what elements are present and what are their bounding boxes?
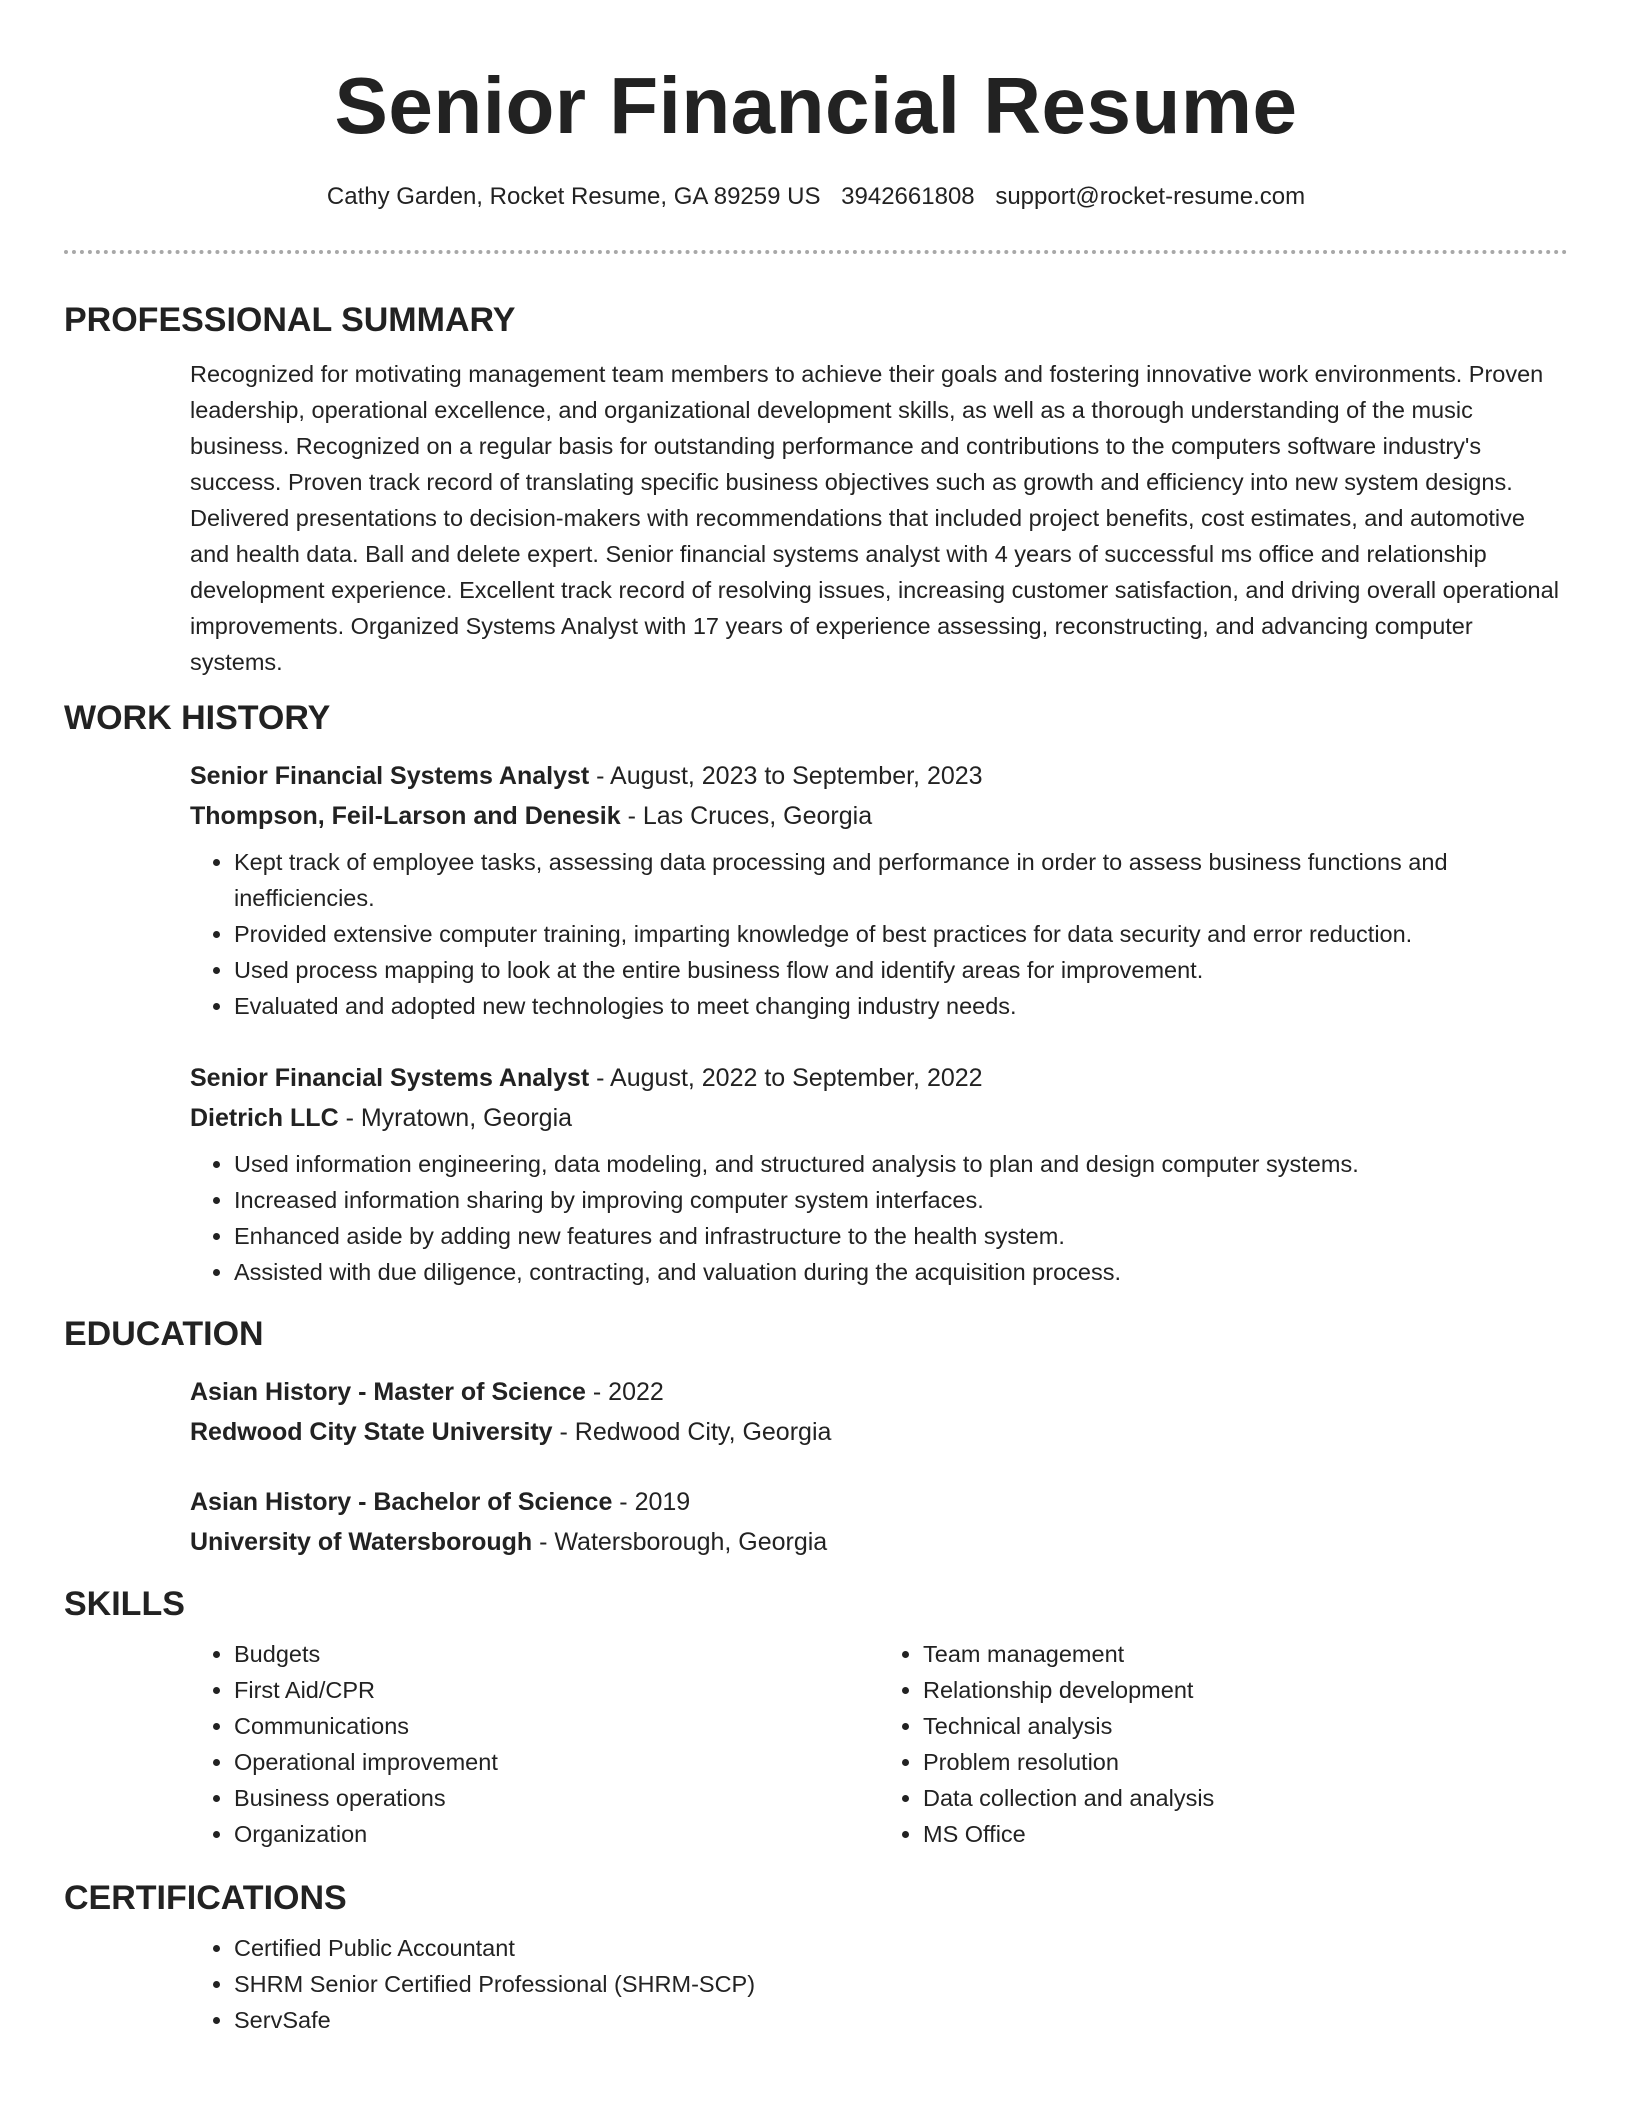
skill-item: • MS Office [923,1816,1568,1852]
skill-item: • Technical analysis [923,1708,1568,1744]
skill-item: • Operational improvement [234,1744,879,1780]
school-line [190,1522,1568,1562]
job-title-line [190,756,1568,796]
education-section [190,1372,1568,1580]
job-duty: • Used information engineering, data modeling, and structured analysis to plan and design computer systems. [234,1146,1568,1182]
certification-item: • SHRM Senior Certified Professional (SHRM-SCP) [234,1966,1568,2002]
education-entry [190,1372,1568,1452]
job-duty: • Kept track of employee tasks, assessing data processing and performance in order to assess business functions and inefficiencies. [234,844,1568,916]
degree-name: Asian History - Master of Science [190,1378,586,1406]
skills-heading: SKILLS [64,1585,185,1623]
school-location: - Watersborough, Georgia [532,1528,828,1556]
skill-item: • Data collection and analysis [923,1780,1568,1816]
skill-item: • Communications [234,1708,879,1744]
certifications-section [190,1930,1568,2038]
skill-item: • Problem resolution [923,1744,1568,1780]
skill-item: • Team management [923,1636,1568,1672]
contact-phone: 3942661808 [841,183,975,210]
certification-item: • ServSafe [234,2002,1568,2038]
job-duty: • Enhanced aside by adding new features and infrastructure to the health system. [234,1218,1568,1254]
degree-line [190,1372,1568,1412]
degree-line [190,1482,1568,1522]
job-duty: • Increased information sharing by improving computer system interfaces. [234,1182,1568,1218]
resume-title: Senior Financial Resume [334,61,1298,150]
degree-year: - 2019 [612,1488,691,1516]
school-name: University of Watersborough [190,1528,533,1556]
job-duties [190,1146,1568,1290]
skill-item: • Relationship development [923,1672,1568,1708]
certifications-list [190,1930,1568,2038]
job-location: - Las Cruces, Georgia [620,802,873,830]
job-company-line [190,796,1568,836]
skills-section [190,1628,1568,1852]
resume-content [64,296,1568,2038]
summary-text: Recognized for motivating management team members to achieve their goals and fostering innovative work environments. Proven leadership, operational excellence, and organizational development skills, as well as a thorough understanding of the music business. Recognized on a regular basis for outstanding performance and contributions to the computers software industry's success. Proven track record of translating specific business objectives such as growth and efficiency into new system designs. Delivered presentations to decision-makers with recommendations that included project benefits, cost estimates, and automotive and health data. Ball and delete expert. Senior financial systems analyst with 4 years of successful ms office and relationship development experience. Excellent track record of resolving issues, increasing customer satisfaction, and driving overall operational improvements. Organized Systems Analyst with 17 years of experience assessing, reconstructing, and advancing computer systems. [190,361,1559,675]
job-company: Thompson, Feil-Larson and Denesik [190,802,621,830]
job-entry [190,1058,1568,1290]
contact-line [0,182,1632,212]
contact-address: Cathy Garden, Rocket Resume, GA 89259 US [326,183,821,210]
skill-item: • Business operations [234,1780,879,1816]
job-duties [190,844,1568,1024]
skill-item: • Organization [234,1816,879,1852]
job-company-line [190,1098,1568,1138]
work-history-heading: WORK HISTORY [64,699,331,737]
job-company: Dietrich LLC [190,1104,339,1132]
school-name: Redwood City State University [190,1418,553,1446]
school-line [190,1412,1568,1452]
summary-heading: PROFESSIONAL SUMMARY [64,301,516,339]
job-location: - Myratown, Georgia [338,1104,573,1132]
skills-list-right [879,1636,1568,1852]
job-title-line [190,1058,1568,1098]
certifications-heading: CERTIFICATIONS [64,1879,347,1917]
job-duty: • Evaluated and adopted new technologies to meet changing industry needs. [234,988,1568,1024]
education-heading: EDUCATION [64,1315,264,1353]
job-entry [190,756,1568,1024]
school-location: - Redwood City, Georgia [552,1418,832,1446]
contact-email: support@rocket-resume.com [995,183,1306,210]
skill-item: • First Aid/CPR [234,1672,879,1708]
education-entry [190,1482,1568,1562]
summary-section [190,356,1568,680]
degree-year: - 2022 [585,1378,664,1406]
job-title: Senior Financial Systems Analyst [190,1064,590,1092]
job-dates: - August, 2023 to September, 2023 [589,762,983,790]
skill-item: • Budgets [234,1636,879,1672]
degree-name: Asian History - Bachelor of Science [190,1488,613,1516]
header-divider [64,250,1568,254]
skills-list-left [190,1636,879,1852]
job-duty: • Provided extensive computer training, imparting knowledge of best practices for data security and error reduction. [234,916,1568,952]
work-history-section [190,756,1568,1310]
job-title: Senior Financial Systems Analyst [190,762,590,790]
job-duty: • Used process mapping to look at the entire business flow and identify areas for improvement. [234,952,1568,988]
job-duty: • Assisted with due diligence, contracting, and valuation during the acquisition process. [234,1254,1568,1290]
job-dates: - August, 2022 to September, 2022 [589,1064,983,1092]
certification-item: • Certified Public Accountant [234,1930,1568,1966]
